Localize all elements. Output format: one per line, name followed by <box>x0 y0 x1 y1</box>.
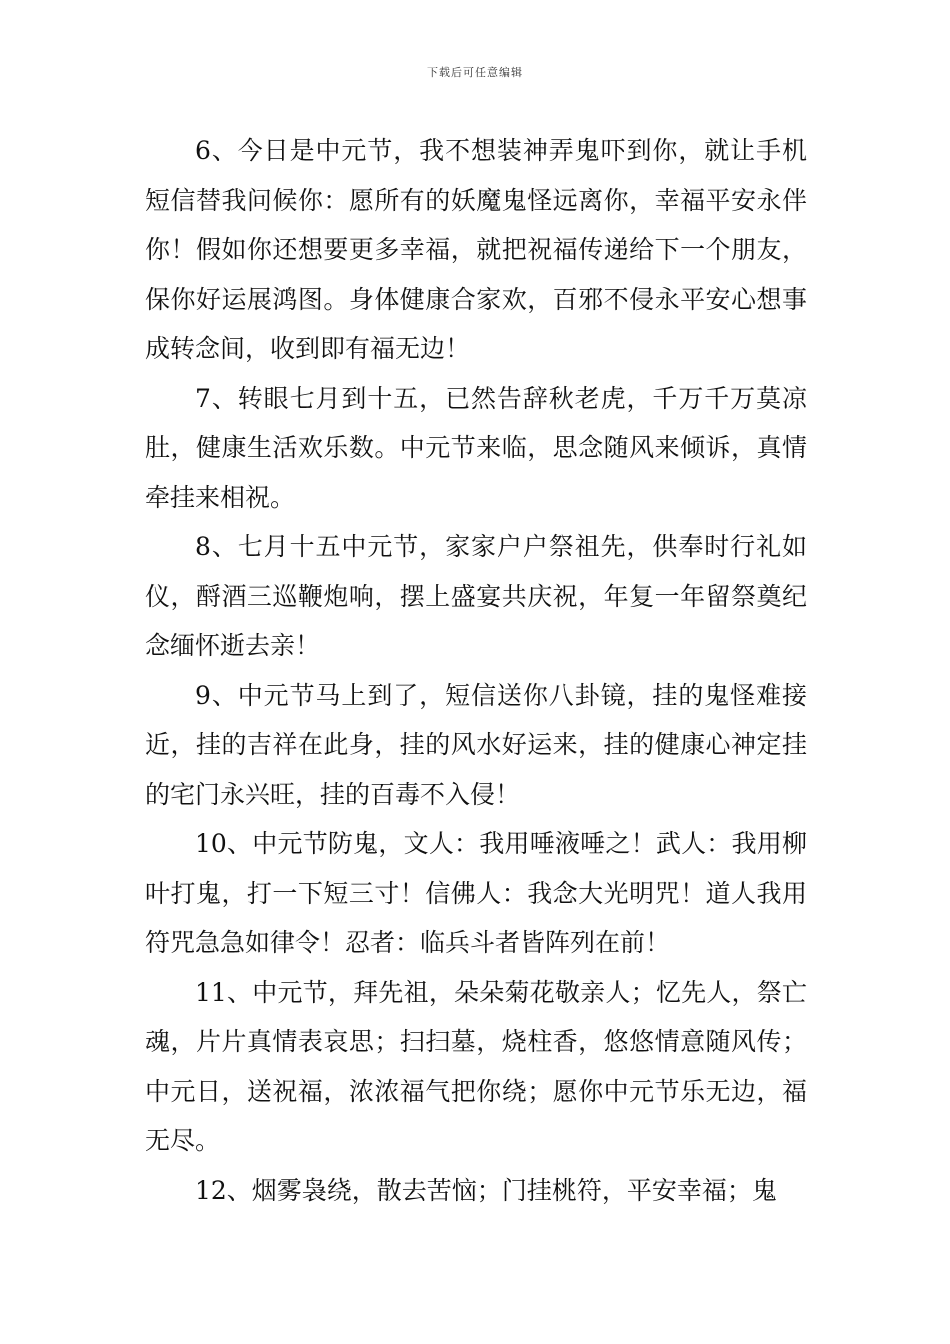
paragraph-7: 7、转眼七月到十五，已然告辞秋老虎，千万千万莫凉肚，健康生活欢乐数。中元节来临，思念随风来倾诉，真情牵挂来相祝。 <box>145 383 807 512</box>
paragraph-12: 12、烟雾袅绕，散去苦恼；门挂桃符，平安幸福；鬼 <box>195 1175 777 1205</box>
page-header: 下载后可任意编辑 <box>427 66 523 79</box>
document-body <box>145 126 807 1215</box>
paragraph-11: 11、中元节，拜先祖，朵朵菊花敬亲人；忆先人，祭亡魂，片片真情表哀思；扫扫墓，烧柱香，悠悠情意随风传；中元日，送祝福，浓浓福气把你绕；愿你中元节乐无边，福无尽。 <box>145 977 807 1155</box>
paragraph-6: 6、今日是中元节，我不想装神弄鬼吓到你，就让手机短信替我问候你：愿所有的妖魔鬼怪远离你，幸福平安永伴你！假如你还想要更多幸福，就把祝福传递给下一个朋友，保你好运展鸿图。身体健康合家欢，百邪不侵永平安心想事成转念间，收到即有福无边！ <box>145 136 807 363</box>
paragraph-10: 10、中元节防鬼，文人：我用唾液唾之！武人：我用柳叶打鬼，打一下短三寸！信佛人：我念大光明咒！道人我用符咒急急如律令！忍者：临兵斗者皆阵列在前！ <box>145 829 807 957</box>
paragraph-8: 8、七月十五中元节，家家户户祭祖先，供奉时行礼如仪，酹酒三巡鞭炮响，摆上盛宴共庆祝，年复一年留祭奠纪念缅怀逝去亲！ <box>145 532 807 660</box>
paragraph-9: 9、中元节马上到了，短信送你八卦镜，挂的鬼怪难接近，挂的吉祥在此身，挂的风水好运来，挂的健康心神定挂的宅门永兴旺，挂的百毒不入侵！ <box>145 680 807 809</box>
